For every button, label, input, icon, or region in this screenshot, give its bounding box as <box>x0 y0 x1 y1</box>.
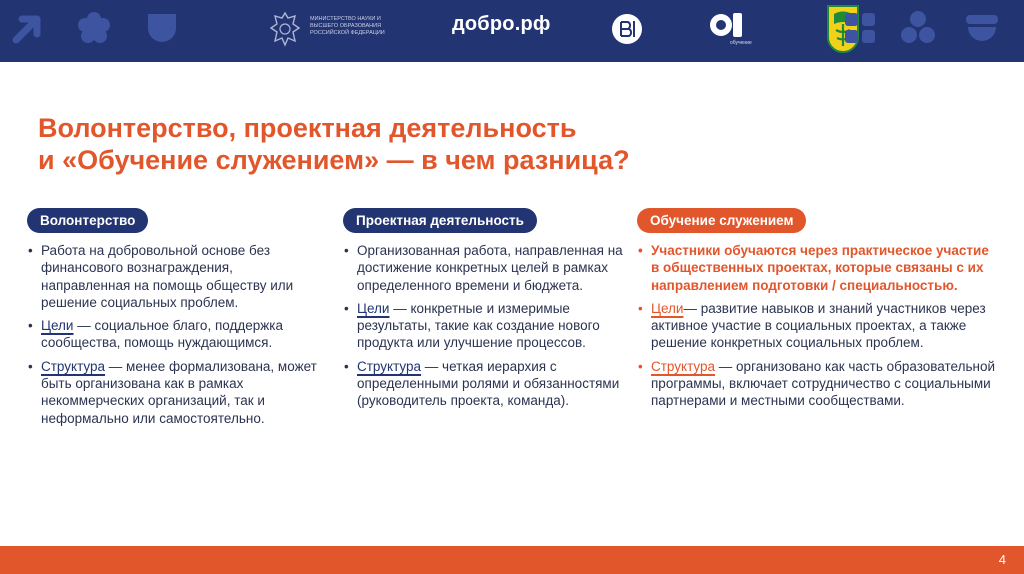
list-item: • Цели — социальное благо, поддержка сообщества, помощь нуждающимся. <box>27 317 317 352</box>
list-item: • Работа на добровольной основе без финансового вознаграждения, направленная на помощь обществу или решение социальных проблем. <box>27 242 317 311</box>
keyword-goals: Цели <box>651 300 684 316</box>
arrow-icon <box>10 10 46 46</box>
list-item: • Участники обучаются через практическое участие в общественных проектах, которые связаны с их направлением подготовки / специальностью. <box>637 242 997 294</box>
list-item: • Организованная работа, направленная на достижение конкретных целей в рамках определенного времени и бюджета. <box>343 242 623 294</box>
obuch-logo <box>708 10 754 50</box>
keyword-goals: Цели <box>357 300 390 316</box>
clover-icon <box>900 10 936 46</box>
pill-volunteering: Волонтерство <box>27 208 148 233</box>
emblem-icon <box>268 10 302 48</box>
keyword-structure: Структура <box>357 358 422 374</box>
keyword-structure: Структура <box>41 358 106 374</box>
pill-service-learning: Обучение служением <box>637 208 806 233</box>
list-volunteering <box>27 242 317 427</box>
list-item: • Цели — конкретные и измеримые результаты, такие как создание нового продукта или улучшение процессов. <box>343 300 623 352</box>
obuch-logo-icon <box>708 10 754 42</box>
list-item: • Структура — четкая иерархия с определенными ролями и обязанностями (руководитель проекта, команда). <box>343 358 623 410</box>
list-item: • Структура — менее формализована, может быть организована как в рамках некоммерческих организаций, так и неформально или самостоятельно. <box>27 358 317 427</box>
dobro-logo: добро.рф <box>452 13 551 35</box>
title-line-1: Волонтерство, проектная деятельность <box>38 113 577 143</box>
ministry-text: МИНИСТЕРСТВО НАУКИ И ВЫСШЕГО ОБРАЗОВАНИЯ РОССИЙСКОЙ ФЕДЕРАЦИИ <box>310 16 385 36</box>
list-item: • Структура — организовано как часть образовательной программы, включает сотрудничество с социальными партнерами и местными сообществами. <box>637 358 997 410</box>
grid-icon <box>842 10 878 46</box>
header-bar <box>0 0 1024 62</box>
flower-icon <box>76 10 112 46</box>
page-number: 4 <box>998 552 1006 567</box>
column-project <box>343 208 623 416</box>
keyword-goals: Цели <box>41 318 74 334</box>
ministry-logo <box>268 10 386 48</box>
leaf-icon <box>144 10 180 46</box>
list-service-learning <box>637 242 997 410</box>
keyword-structure: Структура <box>651 358 716 374</box>
column-volunteering <box>27 208 317 433</box>
footer-bar <box>0 546 1024 574</box>
column-service-learning <box>637 208 997 416</box>
list-project <box>343 242 623 410</box>
page-title <box>38 112 798 176</box>
hse-logo-icon <box>610 12 644 46</box>
bowl-icon <box>964 10 1000 46</box>
pill-project: Проектная деятельность <box>343 208 537 233</box>
title-line-2: и «Обучение служением» — в чем разница? <box>38 145 630 175</box>
list-item: • Цели— развитие навыков и знаний участников через активное участие в социальных проектах, а также решение конкретных социальных проблем. <box>637 300 997 352</box>
obuch-caption: обучение <box>730 40 752 46</box>
